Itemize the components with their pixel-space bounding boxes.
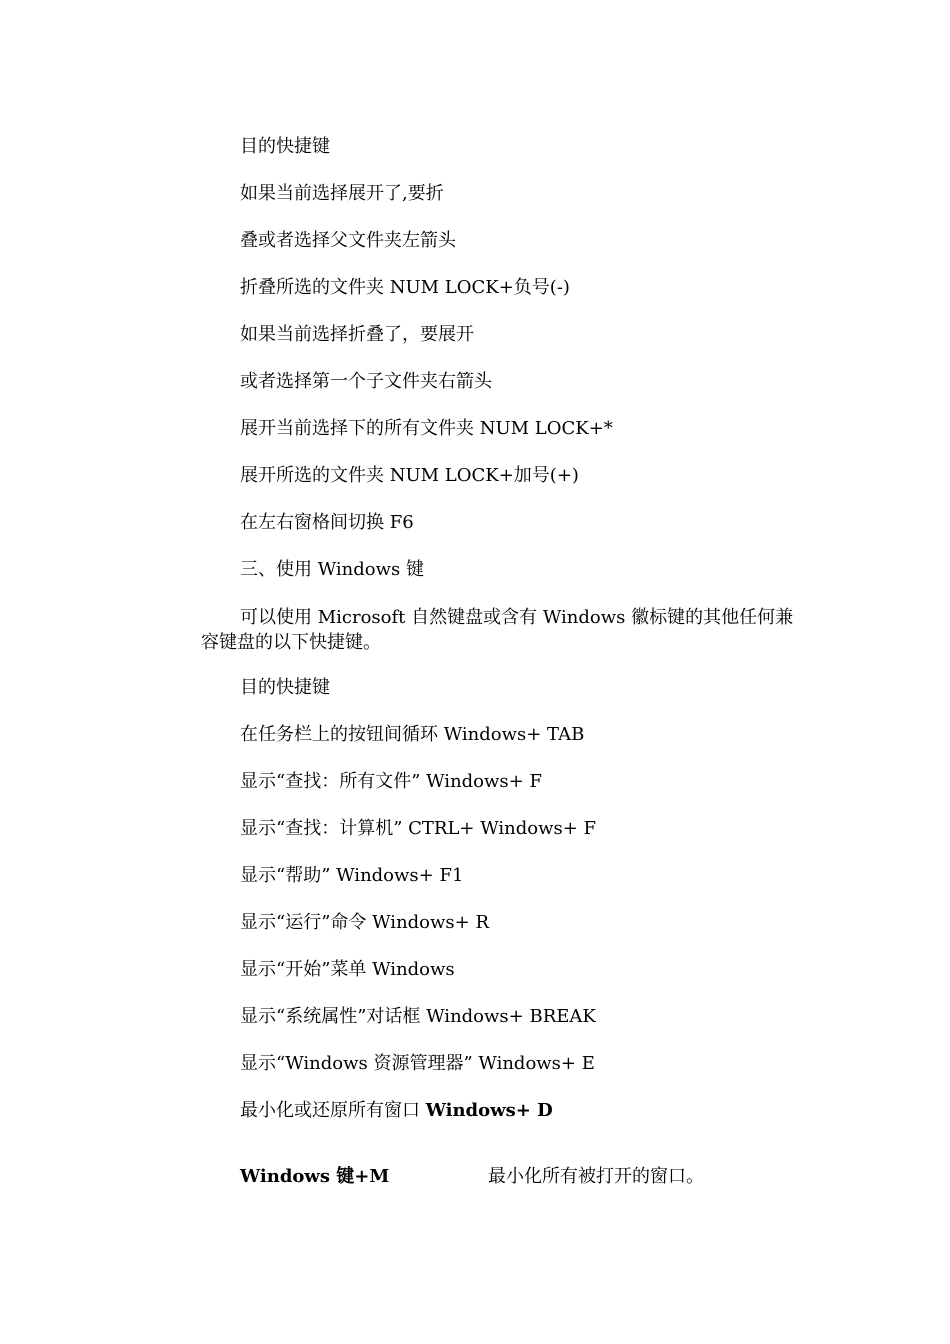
text-line: 显示“Windows 资源管理器” Windows+ E [240,1053,595,1074]
text-line: 折叠所选的文件夹 NUM LOCK+负号(-) [240,277,570,298]
text-line-plain: 最小化或还原所有窗口 [240,1100,426,1121]
section-heading: 三、使用 Windows 键 [240,559,424,580]
text-line: 显示“开始”菜单 Windows [240,959,455,980]
table-cell-key: Windows 键+M [240,1166,390,1187]
text-line: 在左右窗格间切换 F6 [240,512,414,533]
text-line: 目的快捷键 [240,136,330,157]
text-line: 展开所选的文件夹 NUM LOCK+加号(+) [240,465,579,486]
table-cell-description: 最小化所有被打开的窗口。 [488,1166,704,1187]
text-line: 显示“系统属性”对话框 Windows+ BREAK [240,1006,596,1027]
paragraph-text: 可以使用 Microsoft 自然键盘或含有 Windows 徽标键的其他任何兼容键盘的以下快捷键。 [201,607,794,653]
paragraph [201,605,801,655]
text-line: 显示“查找：计算机” CTRL+ Windows+ F [240,818,597,839]
text-line: 叠或者选择父文件夹左箭头 [240,230,456,251]
text-line: 如果当前选择展开了,要折 [240,183,444,204]
text-line: 展开当前选择下的所有文件夹 NUM LOCK+* [240,418,613,439]
text-line: 显示“查找：所有文件” Windows+ F [240,771,542,792]
text-line: 如果当前选择折叠了，要展开 [240,324,474,345]
text-line: 或者选择第一个子文件夹右箭头 [240,371,492,392]
text-line: 在任务栏上的按钮间循环 Windows+ TAB [240,724,585,745]
text-line: 显示“运行”命令 Windows+ R [240,912,490,933]
text-line [240,1099,553,1123]
text-line-bold: Windows+ D [425,1100,553,1121]
text-line: 目的快捷键 [240,677,330,698]
text-line: 显示“帮助” Windows+ F1 [240,865,464,886]
